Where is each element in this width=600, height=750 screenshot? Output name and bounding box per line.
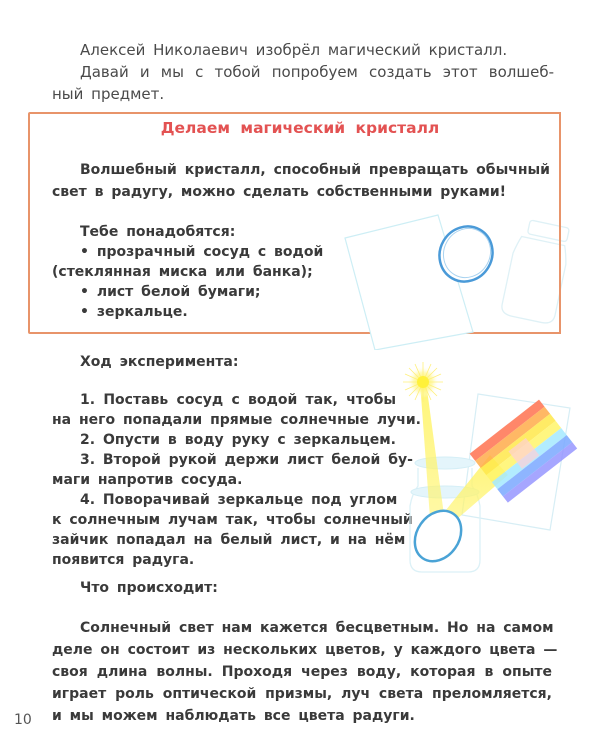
sun-icon xyxy=(403,362,443,402)
explanation-line-3: своя длина волны. Проходя через воду, которая в опыте xyxy=(52,664,552,680)
explanation-line-4: играет роль оптической призмы, луч света преломляется, xyxy=(52,686,552,702)
needs-item-1-cont: (стеклянная миска или банка); xyxy=(52,264,313,280)
box-desc-line-1: Волшебный кристалл, способный превращать обычный xyxy=(80,162,550,178)
box-title: Делаем магический кристалл xyxy=(160,119,440,137)
needs-item-3: • зеркальце. xyxy=(80,304,188,320)
experiment-heading: Ход эксперимента: xyxy=(80,354,239,370)
step-4-line-2: к солнечным лучам так, чтобы солнечный xyxy=(52,512,413,528)
step-4-line-3: зайчик попадал на белый лист, и на нём xyxy=(52,532,406,548)
explanation-line-2: деле он состоит из нескольких цветов, у каждого цвета — xyxy=(52,642,558,658)
step-4-line-4: появится радуга. xyxy=(52,552,195,568)
step-3-line-1: 3. Второй рукой держи лист белой бу- xyxy=(80,452,413,468)
needs-item-2: • лист белой бумаги; xyxy=(80,284,261,300)
step-4-line-1: 4. Поворачивай зеркальце под углом xyxy=(80,492,398,508)
step-1-line-1: 1. Поставь сосуд с водой так, чтобы xyxy=(80,392,396,408)
box-desc-line-2: свет в радугу, можно сделать собственными руками! xyxy=(52,184,507,200)
step-3-line-2: маги напротив сосуда. xyxy=(52,472,243,488)
box-border-overlay xyxy=(558,112,564,336)
intro-line-3: ный предмет. xyxy=(52,85,165,103)
intro-line-1: Алексей Николаевич изобрёл магический кристалл. xyxy=(80,41,508,59)
explanation-line-1: Солнечный свет нам кажется бесцветным. Но на самом xyxy=(80,620,554,636)
intro-line-2: Давай и мы с тобой попробуем создать этот волшеб- xyxy=(80,63,554,81)
explanation-line-5: и мы можем наблюдать все цвета радуги. xyxy=(52,708,415,724)
experiment-illustration xyxy=(390,360,600,580)
needs-label: Тебе понадобятся: xyxy=(80,224,236,240)
step-2: 2. Опусти в воду руку с зеркальцем. xyxy=(80,432,396,448)
page-number: 10 xyxy=(14,712,32,728)
step-1-line-2: на него попадали прямые солнечные лучи. xyxy=(52,412,421,428)
needs-item-1: • прозрачный сосуд с водой xyxy=(80,244,324,260)
explanation-heading: Что происходит: xyxy=(80,580,218,596)
